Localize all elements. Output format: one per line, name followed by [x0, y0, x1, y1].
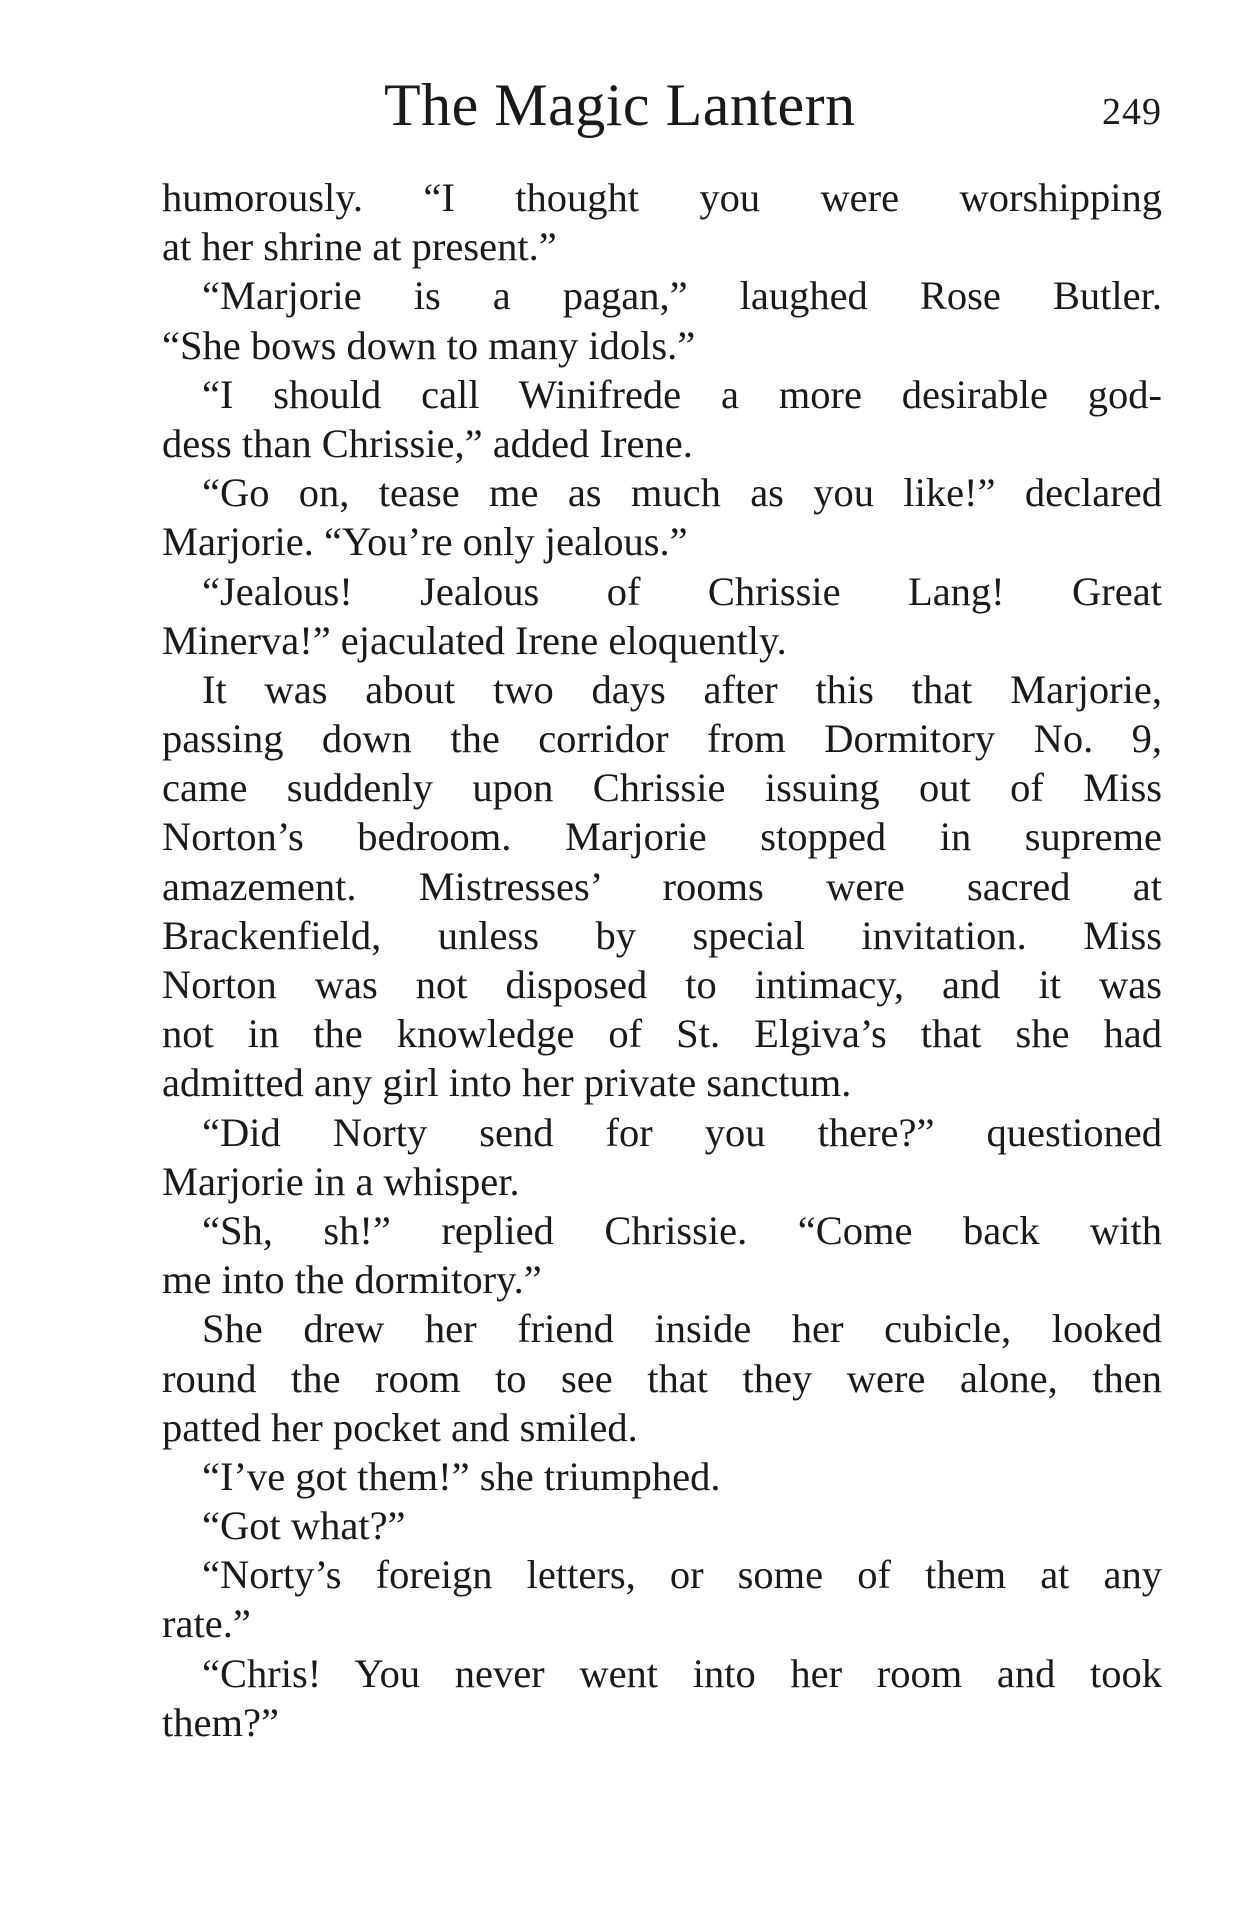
text-line: “Chris! You never went into her room and took [202, 1650, 1162, 1696]
text-line: at her shrine at present.” [162, 224, 557, 270]
text-line: Minerva!” ejaculated Irene eloquently. [162, 617, 787, 663]
text-line: “Got what?” [202, 1503, 406, 1549]
text-line: “I should call Winifrede a more desirable god- [202, 371, 1162, 417]
running-title: The Magic Lantern [384, 72, 856, 138]
text-line: admitted any girl into her private sanctum. [162, 1060, 852, 1106]
text-line: round the room to see that they were alone, then [162, 1355, 1162, 1401]
page-number: 249 [1102, 91, 1162, 133]
text-line: “Sh, sh!” replied Chrissie. “Come back with [202, 1207, 1162, 1253]
text-line: rate.” [162, 1601, 251, 1647]
text-line: came suddenly upon Chrissie issuing out of Miss [162, 765, 1162, 811]
text-line: “Did Norty send for you there?” questioned [202, 1109, 1162, 1155]
text-line: Norton was not disposed to intimacy, and it was [162, 962, 1162, 1007]
text-line: me into the dormitory.” [162, 1257, 542, 1303]
text-line: Brackenfield, unless by special invitation. Miss [162, 912, 1162, 958]
text-line: Norton’s bedroom. Marjorie stopped in supreme [162, 814, 1162, 860]
text-line: amazement. Mistresses’ rooms were sacred at [162, 863, 1162, 909]
text-line: “Go on, tease me as much as you like!” declared [202, 470, 1162, 516]
text-line: Marjorie. “You’re only jealous.” [162, 519, 688, 565]
text-line: “Marjorie is a pagan,” laughed Rose Butler. [202, 273, 1162, 319]
text-line: “She bows down to many idols.” [162, 322, 696, 368]
text-line: She drew her friend inside her cubicle, looked [202, 1306, 1162, 1352]
text-line: “Norty’s foreign letters, or some of them at any [202, 1552, 1162, 1598]
text-line: “I’ve got them!” she triumphed. [202, 1453, 721, 1499]
text-line: “Jealous! Jealous of Chrissie Lang! Great [202, 568, 1162, 614]
text-line: them?” [162, 1699, 279, 1745]
text-line: dess than Chrissie,” added Irene. [162, 420, 693, 466]
text-line: Marjorie in a whisper. [162, 1158, 520, 1204]
text-line: It was about two days after this that Marjorie, [202, 666, 1162, 712]
body-text [162, 173, 1162, 1747]
running-head [162, 70, 1162, 140]
text-line: humorously. “I thought you were worshipping [162, 175, 1162, 220]
text-line: passing down the corridor from Dormitory No. 9, [162, 716, 1162, 762]
text-line: patted her pocket and smiled. [162, 1404, 638, 1450]
text-line: not in the knowledge of St. Elgiva’s that she had [162, 1011, 1162, 1057]
